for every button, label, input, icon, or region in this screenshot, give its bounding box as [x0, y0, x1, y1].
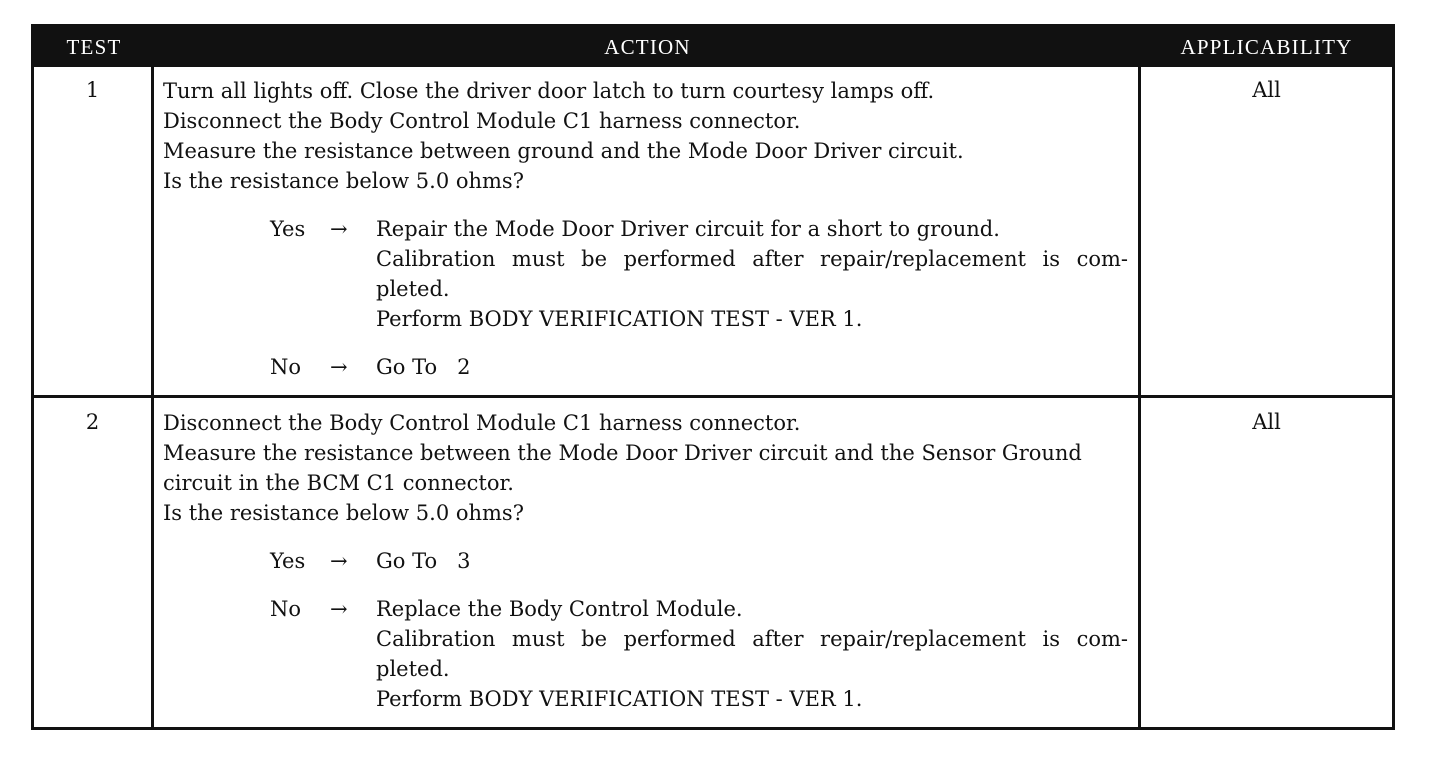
result-options: [163, 546, 1138, 714]
result-line: Go To 3: [376, 549, 471, 573]
test-number: 1: [85, 78, 100, 102]
result-line: Calibration must be performed after repair/replacement is com-: [376, 627, 1128, 651]
yes-label: Yes: [270, 217, 306, 241]
yes-label: Yes: [270, 549, 306, 573]
action-line: Disconnect the Body Control Module C1 harness connector.: [163, 411, 801, 435]
action-line: circuit in the BCM C1 connector.: [163, 471, 514, 495]
applicability-value: All: [1252, 410, 1281, 434]
header-action: ACTION: [604, 35, 691, 59]
action-text: [163, 76, 1138, 382]
no-result: [376, 352, 1128, 382]
action-line: Disconnect the Body Control Module C1 harness connector.: [163, 109, 801, 133]
action-text: [163, 408, 1138, 714]
result-options: [163, 214, 1138, 382]
action-line: Turn all lights off. Close the driver door latch to turn courtesy lamps off.: [163, 79, 935, 103]
result-line: Go To 2: [376, 355, 471, 379]
yes-result: [376, 214, 1128, 334]
result-line: Perform BODY VERIFICATION TEST - VER 1.: [376, 687, 863, 711]
arrow-right-icon: →: [330, 597, 348, 621]
result-line: Replace the Body Control Module.: [376, 597, 743, 621]
row-divider: [34, 395, 1392, 398]
action-line: Measure the resistance between the Mode Door Driver circuit and the Sensor Ground: [163, 441, 1082, 465]
no-option: [163, 594, 1138, 714]
result-line: Perform BODY VERIFICATION TEST - VER 1.: [376, 307, 863, 331]
result-line: pleted.: [376, 657, 450, 681]
header-applicability: APPLICABILITY: [1180, 35, 1353, 59]
result-line: Calibration must be performed after repair/replacement is com-: [376, 247, 1128, 271]
yes-option: [163, 214, 1138, 334]
diagnostic-test-table: [31, 24, 1395, 730]
action-line: Is the resistance below 5.0 ohms?: [163, 501, 524, 525]
action-line: Measure the resistance between ground and the Mode Door Driver circuit.: [163, 139, 964, 163]
yes-result: [376, 546, 1128, 576]
arrow-right-icon: →: [330, 355, 348, 379]
applicability-value: All: [1252, 78, 1281, 102]
no-label: No: [270, 597, 302, 621]
arrow-right-icon: →: [330, 549, 348, 573]
result-line: pleted.: [376, 277, 450, 301]
test-number: 2: [85, 410, 100, 434]
no-label: No: [270, 355, 302, 379]
no-option: [163, 352, 1138, 382]
header-test: TEST: [66, 35, 122, 59]
arrow-right-icon: →: [330, 217, 348, 241]
yes-option: [163, 546, 1138, 576]
no-result: [376, 594, 1128, 714]
result-line: Repair the Mode Door Driver circuit for a short to ground.: [376, 217, 1000, 241]
action-line: Is the resistance below 5.0 ohms?: [163, 169, 524, 193]
table-header: [34, 27, 1392, 67]
